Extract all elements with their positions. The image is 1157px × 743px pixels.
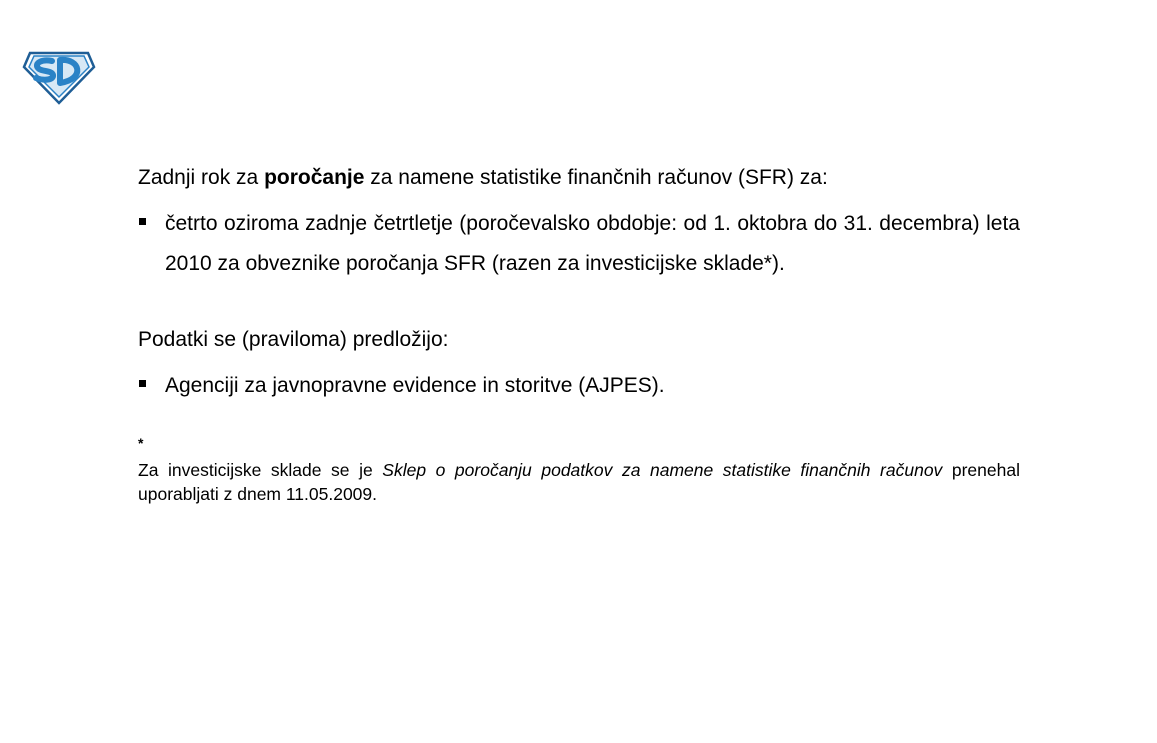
deadline-intro-bold: poročanje [264, 166, 365, 189]
footnote-suffix: prenehal uporabljati z dnem 11.05.2009. [138, 460, 1020, 504]
square-bullet-icon [139, 380, 146, 387]
footnote-italic: Sklep o poročanju podatkov za namene statistike finančnih računov [382, 460, 943, 480]
sd-logo [22, 47, 96, 105]
footnote-text [138, 458, 1020, 506]
list-item-text: Agenciji za javnopravne evidence in storitve (AJPES). [165, 374, 665, 397]
square-bullet-icon [139, 218, 146, 225]
footnote-marker: * [138, 435, 144, 451]
list-item-text: četrto oziroma zadnje četrtletje (poročevalsko obdobje: od 1. oktobra do 31. decembra) leta 2010 za obveznike poročanja SFR (razen za investicijske sklade*). [165, 212, 1020, 275]
main-content [138, 164, 1020, 524]
submission-block [138, 326, 1020, 406]
footnote-prefix: Za investicijske sklade se je [138, 460, 383, 480]
deadline-intro-prefix: Zadnji rok za [138, 166, 265, 189]
submission-intro: Podatki se (praviloma) predložijo: [138, 328, 449, 351]
deadline-intro-suffix: za namene statistike finančnih računov (SFR) za: [364, 166, 828, 189]
deadline-intro [138, 164, 1020, 192]
list-item [138, 366, 1020, 406]
submission-list [138, 366, 1020, 406]
list-item [138, 204, 1020, 284]
deadline-list [138, 204, 1020, 284]
